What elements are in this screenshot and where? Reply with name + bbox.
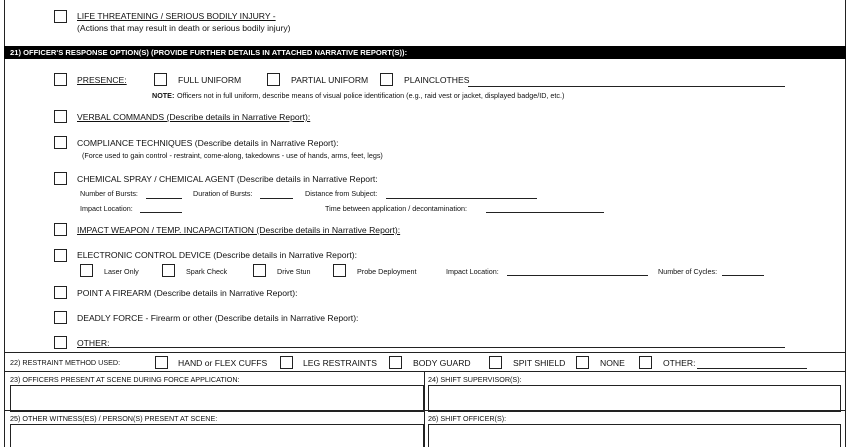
- presence-note-text: Officers not in full uniform, describe means of visual police identification (e.g., raid vest or jacket, displayed badge/ID, etc.): [177, 91, 565, 100]
- distance-line[interactable]: [386, 198, 537, 199]
- deadly-force-label: DEADLY FORCE - Firearm or other (Describe details in Narrative Report):: [77, 313, 359, 323]
- section-22-top-rule: [4, 352, 846, 353]
- spark-check-label: Spark Check: [186, 267, 228, 276]
- other-witnesses-field[interactable]: [10, 424, 424, 447]
- drive-stun-label: Drive Stun: [277, 267, 311, 276]
- cycles-line[interactable]: [722, 275, 764, 276]
- duration-label: Duration of Bursts:: [193, 189, 253, 198]
- shift-officers-field[interactable]: [428, 424, 841, 447]
- presence-note-label: NOTE:: [152, 91, 175, 100]
- officers-present-field[interactable]: [10, 385, 424, 412]
- hand-cuffs-label: HAND or FLEX CUFFS: [178, 358, 268, 368]
- other-checkbox[interactable]: [54, 336, 67, 349]
- plainclothes-line[interactable]: [468, 86, 785, 87]
- plainclothes-checkbox[interactable]: [380, 73, 393, 86]
- firearm-label: POINT A FIREARM (Describe details in Narrative Report):: [77, 288, 298, 298]
- chemical-label: CHEMICAL SPRAY / CHEMICAL AGENT (Describe details in Narrative Report:: [77, 174, 378, 184]
- full-uniform-label: FULL UNIFORM: [178, 75, 242, 85]
- electronic-label: ELECTRONIC CONTROL DEVICE (Describe details in Narrative Report):: [77, 250, 358, 260]
- shift-supervisors-field[interactable]: [428, 385, 841, 412]
- presence-label: PRESENCE:: [77, 75, 127, 85]
- section-25-26-divider: [424, 410, 425, 447]
- body-guard-label: BODY GUARD: [413, 358, 471, 368]
- hand-cuffs-checkbox[interactable]: [155, 356, 168, 369]
- life-threatening-label: LIFE THREATENING / SERIOUS BODILY INJURY -: [77, 11, 276, 21]
- cycles-label: Number of Cycles:: [658, 267, 718, 276]
- electronic-checkbox[interactable]: [54, 249, 67, 262]
- duration-line[interactable]: [260, 198, 293, 199]
- leg-restraints-label: LEG RESTRAINTS: [303, 358, 378, 368]
- section-24-label: 24) SHIFT SUPERVISOR(S):: [428, 375, 522, 384]
- impact-weapon-label: IMPACT WEAPON / TEMP. INCAPACITATION (Describe details in Narrative Report):: [77, 225, 401, 235]
- chemical-impact-label: Impact Location:: [80, 204, 133, 213]
- section-23-label: 23) OFFICERS PRESENT AT SCENE DURING FORCE APPLICATION:: [10, 375, 240, 384]
- probe-deployment-checkbox[interactable]: [333, 264, 346, 277]
- presence-checkbox[interactable]: [54, 73, 67, 86]
- compliance-checkbox[interactable]: [54, 136, 67, 149]
- impact-weapon-checkbox[interactable]: [54, 223, 67, 236]
- deadly-force-checkbox[interactable]: [54, 311, 67, 324]
- restraint-other-checkbox[interactable]: [639, 356, 652, 369]
- leg-restraints-checkbox[interactable]: [280, 356, 293, 369]
- probe-deployment-label: Probe Deployment: [357, 267, 417, 276]
- drive-stun-checkbox[interactable]: [253, 264, 266, 277]
- verbal-commands-checkbox[interactable]: [54, 110, 67, 123]
- verbal-commands-label: VERBAL COMMANDS (Describe details in Narrative Report):: [77, 112, 311, 122]
- partial-uniform-checkbox[interactable]: [267, 73, 280, 86]
- life-threatening-desc: (Actions that may result in death or serious bodily injury): [77, 23, 291, 33]
- laser-only-label: Laser Only: [104, 267, 139, 276]
- section-21-header: 21) OFFICER'S RESPONSE OPTION(S) (PROVIDE FURTHER DETAILS IN ATTACHED NARRATIVE REPORT(S)):: [4, 46, 846, 59]
- section-25-label: 25) OTHER WITNESS(ES) / PERSON(S) PRESENT AT SCENE:: [10, 414, 218, 423]
- spark-check-checkbox[interactable]: [162, 264, 175, 277]
- section-25-top-rule: [4, 410, 846, 411]
- chemical-impact-line[interactable]: [140, 212, 182, 213]
- none-checkbox[interactable]: [576, 356, 589, 369]
- electronic-impact-label: Impact Location:: [446, 267, 499, 276]
- compliance-desc: (Force used to gain control - restraint, come-along, takedowns - use of hands, arms, feet, legs): [82, 151, 383, 160]
- firearm-checkbox[interactable]: [54, 286, 67, 299]
- spit-shield-label: SPIT SHIELD: [513, 358, 566, 368]
- other-line[interactable]: [108, 347, 785, 348]
- electronic-impact-line[interactable]: [507, 275, 648, 276]
- bursts-label: Number of Bursts:: [80, 189, 138, 198]
- spit-shield-checkbox[interactable]: [489, 356, 502, 369]
- chemical-checkbox[interactable]: [54, 172, 67, 185]
- time-between-line[interactable]: [486, 212, 604, 213]
- other-label: OTHER:: [77, 338, 110, 348]
- section-23-24-divider: [424, 371, 425, 410]
- restraint-other-label: OTHER:: [663, 358, 696, 368]
- section-23-top-rule: [4, 371, 846, 372]
- compliance-label: COMPLIANCE TECHNIQUES (Describe details in Narrative Report):: [77, 138, 339, 148]
- time-between-label: Time between application / decontamination:: [325, 204, 467, 213]
- full-uniform-checkbox[interactable]: [154, 73, 167, 86]
- body-guard-checkbox[interactable]: [389, 356, 402, 369]
- life-threatening-checkbox[interactable]: [54, 10, 67, 23]
- none-label: NONE: [600, 358, 625, 368]
- laser-only-checkbox[interactable]: [80, 264, 93, 277]
- distance-label: Distance from Subject:: [305, 189, 378, 198]
- section-22-label: 22) RESTRAINT METHOD USED:: [10, 358, 121, 367]
- plainclothes-label: PLAINCLOTHES: [404, 75, 470, 85]
- partial-uniform-label: PARTIAL UNIFORM: [291, 75, 369, 85]
- bursts-line[interactable]: [146, 198, 182, 199]
- restraint-other-line[interactable]: [697, 368, 807, 369]
- section-26-label: 26) SHIFT OFFICER(S):: [428, 414, 507, 423]
